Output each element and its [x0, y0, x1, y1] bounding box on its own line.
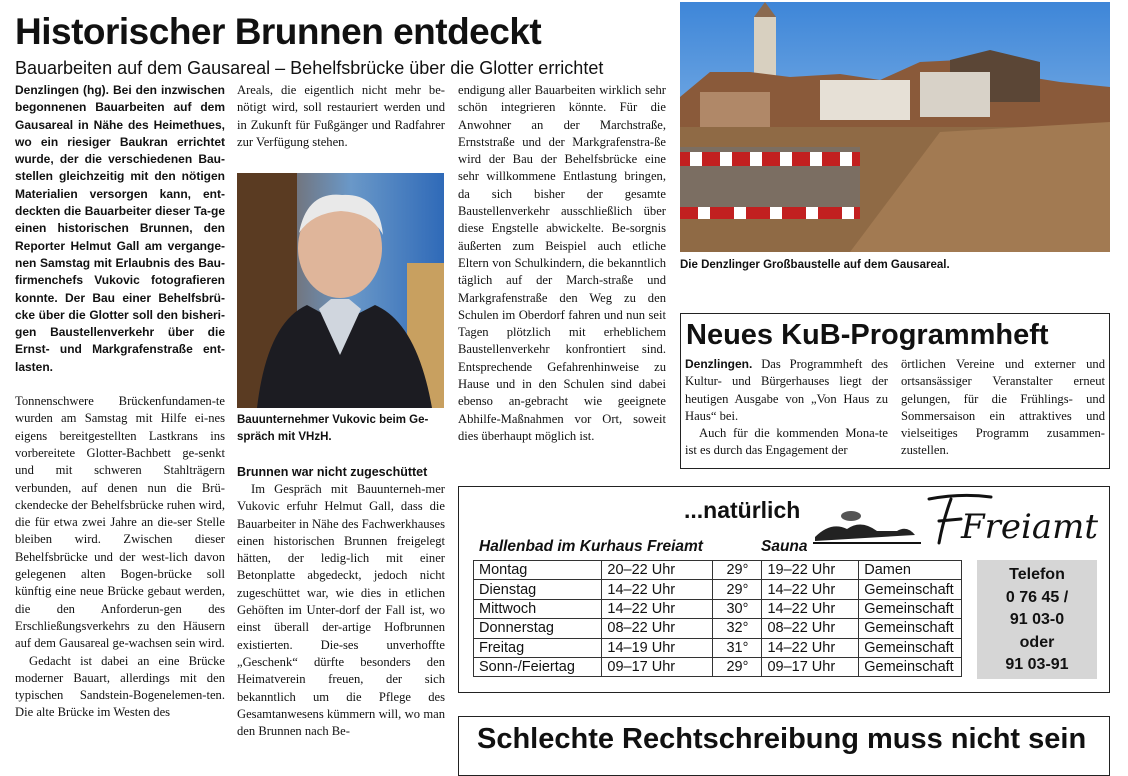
article-paragraph: Tonnenschwere Brückenfundamen-te wurden am Samstag mit Hilfe ei-nes eigens bereitgestellten Lastkrans ins vorbereitete Glotter-Bachbett ge-senkt und mit schweren Stahlträgern verbunden, auf denen nun die Brü-ckendecke der Behelfsbrücke ruhen wird, die für etwa zwei Jahre an die-ser Stelle bleiben wird. Zwischen dieser Behelfsbrücke und der west-lich davon gelegenen alten Bogen-brücke soll künftig eine neue Brücke gebaut werden, die den Anforderun-gen des Erschließungsverkehrs zu den Häusern auf dem Gausareal ge-wachsen sein wird.: [15, 394, 225, 651]
ad-cell-temp: 29°: [713, 561, 762, 580]
article-headline: Historischer Brunnen entdeckt: [15, 11, 542, 52]
article-paragraph: Areals, die eigentlich nicht mehr be-nötigt wird, soll restauriert werden und in Zukunft für Fußgänger und Radfahrer zur Verfügung stehen.: [237, 83, 445, 149]
next-article-box: [458, 716, 1110, 776]
article-column-2-bottom: [237, 464, 445, 740]
photo-construction-caption: Die Denzlinger Großbaustelle auf dem Gausareal.: [680, 259, 950, 271]
ad-phone-number: 0 76 45 /: [1005, 588, 1069, 606]
kub-paragraph: Auch für die kommenden Mona-te ist es durch das Engagement der: [685, 426, 888, 458]
ad-cell-sauna: 14–22 Uhr: [762, 599, 859, 618]
kub-box: [680, 313, 1110, 469]
article-column-2-top: [237, 82, 445, 151]
ad-header-sauna: Sauna: [761, 538, 808, 555]
ad-cell-hallenbad: 14–19 Uhr: [602, 638, 713, 657]
ad-phone-number: 91 03-0: [1009, 611, 1065, 628]
ad-cell-hallenbad: 14–22 Uhr: [602, 580, 713, 599]
ad-cell-sauna: 19–22 Uhr: [762, 561, 859, 580]
ad-cell-temp: 30°: [713, 599, 762, 618]
ad-cell-group: Gemeinschaft: [859, 619, 962, 638]
ad-header-hallenbad: Hallenbad im Kurhaus Freiamt: [479, 538, 703, 555]
ad-cell-day: Sonn-/Feiertag: [474, 657, 602, 676]
kub-paragraph: Das Programmheft des Kultur- und Bürgerhauses liegt der heutigen Ausgabe von „Von Haus zu Haus“ bei.: [685, 357, 888, 423]
ad-cell-hallenbad: 08–22 Uhr: [602, 619, 713, 638]
ad-cell-day: Dienstag: [474, 580, 602, 599]
ad-table-row: [474, 619, 962, 638]
article-column-3: [458, 82, 666, 445]
kub-lead-place: Denzlingen.: [685, 357, 753, 371]
ad-cell-day: Donnerstag: [474, 619, 602, 638]
ad-cell-group: Gemeinschaft: [859, 657, 962, 676]
article-lead-paragraph: Denzlingen (hg). Bei den inzwischen begonnenen Bauarbeiten auf dem Gausareal in Nähe des Heimethues, wo ein riesiger Baukran errichtet wurde, der die verschiedenen Bau-stellen gleichzeitig mit den nötigen Materialien versorgen kann, ent-deckten die Bauarbeiter dieser Ta-ge einen historischen Brunnen, den Reporter Helmut Gall am vergange-nen Samstag mit Erlaubnis des Bau-firmenchefs Vukovic fotografieren konnte. Der Bau einer Behelfsbrü-cke über die Glotter soll den bisheri-gen Baustellenverkehr über die Ernst- und Markgrafenstraße ent-lasten.: [15, 83, 225, 374]
ad-table-row: [474, 580, 962, 599]
freiamt-logo: [811, 491, 1106, 560]
ad-cell-sauna: 08–22 Uhr: [762, 619, 859, 638]
ad-cell-group: Damen: [859, 561, 962, 580]
ad-phone-box: [977, 560, 1097, 679]
ad-cell-temp: 29°: [713, 657, 762, 676]
photo-construction-site: [680, 2, 1110, 252]
freiamt-ad: [458, 486, 1110, 693]
article-paragraph: Gedacht ist dabei an eine Brücke moderner Bauart, allerdings mit den typischen Sandstein-Bogenelemen-ten. Die alte Brücke im Westen des: [15, 653, 225, 720]
ad-cell-temp: 32°: [713, 619, 762, 638]
photo-vukovic: [237, 173, 444, 408]
ad-cell-day: Freitag: [474, 638, 602, 657]
kub-paragraph: örtlichen Vereine und externer und ortsansässiger Veranstalter erneut gelungen, für die Frühlings- und Sommersaison ein attraktives und vielseitiges Programm zusammen-zustellen.: [901, 357, 1105, 458]
ad-logo-text: Freiamt: [961, 507, 1099, 547]
ad-cell-temp: 29°: [713, 580, 762, 599]
ad-table-row: [474, 657, 962, 676]
ad-table-row: [474, 599, 962, 618]
ad-cell-hallenbad: 09–17 Uhr: [602, 657, 713, 676]
ad-phone-or: oder: [1019, 633, 1055, 651]
ad-cell-sauna: 14–22 Uhr: [762, 580, 859, 599]
kub-column-1: [685, 356, 888, 460]
article-paragraph: endigung aller Bauarbeiten wirklich sehr schön integrieren könnte. Für die Anwohner an der Marchstraße, Ernststraße und der Markgrafenstra-ße wird der Bau der Behelfsbrücke eine sehr willkommene Entlastung bringen, da sich bisher der gesamte Baustellenverkehr ausschließlich über diese Engstelle abwickelte. Be-sorgnis äußerten zum Beispiel auch etliche Eltern von Schulkindern, die bekanntlich täglich auf der March-straße und Markgrafenstraße den Weg zu den Schulen im Oberdorf fahren und nun seit Tagen plötzlich mit erheblichem Baustellenverkehr konfrontiert sind. Entsprechende Gefahrenhinweise zu Hause und in den Schulen sind dabei ebenso an-gebracht wie geeignete Abhilfe-Maßnahmen vor Ort, soweit dies überhaupt möglich ist.: [458, 83, 666, 443]
article-subtitle: Brunnen war nicht zugeschüttet: [237, 465, 428, 479]
ad-table-row: [474, 638, 962, 657]
ad-cell-group: Gemeinschaft: [859, 599, 962, 618]
ad-cell-group: Gemeinschaft: [859, 638, 962, 657]
ad-cell-day: Mittwoch: [474, 599, 602, 618]
ad-cell-hallenbad: 14–22 Uhr: [602, 599, 713, 618]
ad-table-row: [474, 561, 962, 580]
landscape-logo-icon: [815, 524, 915, 541]
kub-title: Neues KuB-Programmheft: [686, 319, 1049, 351]
ad-schedule-table: [473, 560, 962, 677]
ad-phone-label: Telefon: [1009, 566, 1065, 583]
ad-cell-temp: 31°: [713, 638, 762, 657]
ad-cell-hallenbad: 20–22 Uhr: [602, 561, 713, 580]
ad-slogan: ...natürlich: [684, 497, 801, 523]
ad-cell-sauna: 14–22 Uhr: [762, 638, 859, 657]
ad-phone-number: 91 03-91: [1005, 656, 1069, 673]
ad-cell-sauna: 09–17 Uhr: [762, 657, 859, 676]
kub-column-2: [901, 356, 1105, 460]
article-column-1: [15, 82, 225, 722]
article-paragraph: Im Gespräch mit Bauunterneh-mer Vukovic erfuhr Helmut Gall, dass die Bauarbeiter in Nähe des Fachwerkhauses einen historischen Brunnen freigelegt hätten, der ledig-lich mit einer Betonplatte abgedeckt, jedoch nicht zugeschüttet war, wie dies in etlichen Gehöften im Unter-dorf der Fall ist, wo einst überall der-artige Hofbrunnen existierten. Die-ses unverhoffte „Geschenk“ dürfte besonders den Heimatverein freuen, der sich bekanntlich um die Pflege des Gesamtanwesens kümmern will, wo man den Brunnen nach Be-: [237, 482, 445, 739]
next-article-headline: Schlechte Rechtschreibung muss nicht sein: [477, 723, 1087, 755]
ad-cell-group: Gemeinschaft: [859, 580, 962, 599]
ad-cell-day: Montag: [474, 561, 602, 580]
article-subheadline: Bauarbeiten auf dem Gausareal – Behelfsbrücke über die Glotter errichtet: [15, 58, 604, 78]
photo-vukovic-caption: Bauunternehmer Vukovic beim Ge-spräch mit VHzH.: [237, 414, 429, 443]
